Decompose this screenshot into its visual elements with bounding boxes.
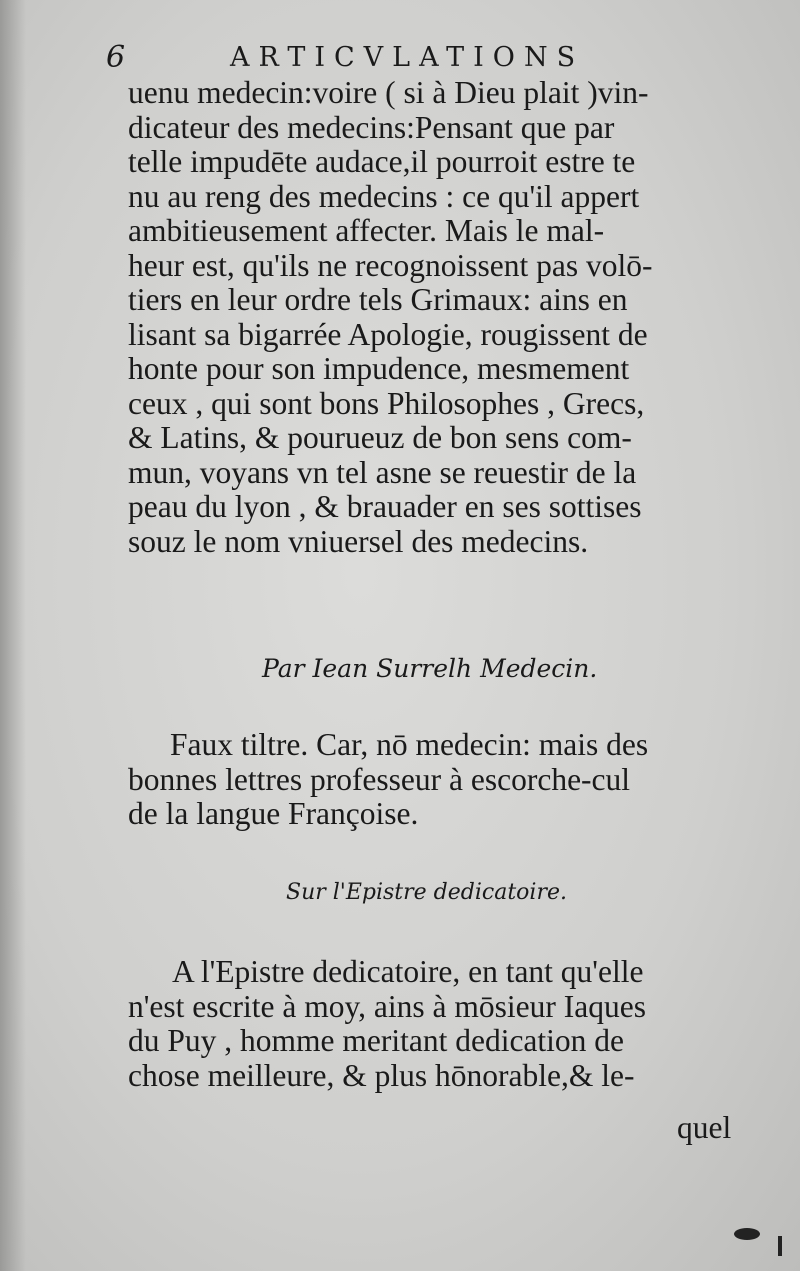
text-line: ambitieusement affecter. Mais le mal- <box>128 213 605 248</box>
text-line: heur est, qu'ils ne recognoissent pas volō- <box>128 247 653 283</box>
text-line: tiers en leur ordre tels Grimaux: ains en <box>128 282 628 317</box>
signature-line: Par Iean Surrelh Medecin. <box>262 654 598 683</box>
text-line: bonnes lettres professeur à escorche-cul <box>128 761 631 797</box>
ink-smudge <box>734 1228 760 1240</box>
running-title: ARTICVLATIONS <box>230 42 585 73</box>
page-number: 6 <box>106 40 126 75</box>
text-line: A l'Epistre dedicatoire, en tant qu'elle <box>172 954 644 989</box>
text-line: ceux , qui sont bons Philosophes , Grecs, <box>128 385 645 421</box>
paragraph-2 <box>128 728 736 832</box>
text-line: Faux tiltre. Car, nō medecin: mais des <box>170 727 649 762</box>
text-line: du Puy , homme meritant dedication de <box>128 1023 625 1058</box>
text-line: uenu medecin:voire ( si à Dieu plait )vin- <box>128 75 649 110</box>
text-line: honte pour son impudence, mesmement <box>128 351 630 386</box>
text-line: telle impudēte audace,il pourroit estre te <box>128 144 636 179</box>
paragraph-3 <box>128 955 736 1093</box>
text-line: n'est escrite à moy, ains à mōsieur Iaques <box>128 988 646 1024</box>
text-line: souz le nom vniuersel des medecins. <box>128 523 589 559</box>
ink-mark <box>778 1236 782 1256</box>
paragraph-1 <box>128 76 736 559</box>
text-line: peau du lyon , & brauader en ses sottises <box>128 489 642 524</box>
text-line: dicateur des medecins:Pensant que par <box>128 109 615 145</box>
text-line: nu au reng des medecins : ce qu'il appert <box>128 178 640 214</box>
section-heading: Sur l'Epistre dedicatoire. <box>286 880 567 905</box>
text-line: chose meilleure, & plus hōnorable,& le- <box>128 1057 635 1093</box>
text-line: mun, voyans vn tel asne se reuestir de la <box>128 454 637 490</box>
text-line: de la langue Françoise. <box>128 796 419 831</box>
page-header <box>104 40 724 80</box>
gutter-shadow <box>0 0 26 1271</box>
text-line: & Latins, & pourueuz de bon sens com- <box>128 420 632 455</box>
text-line: lisant sa bigarrée Apologie, rougissent de <box>128 316 648 352</box>
catchword: quel <box>677 1110 732 1145</box>
